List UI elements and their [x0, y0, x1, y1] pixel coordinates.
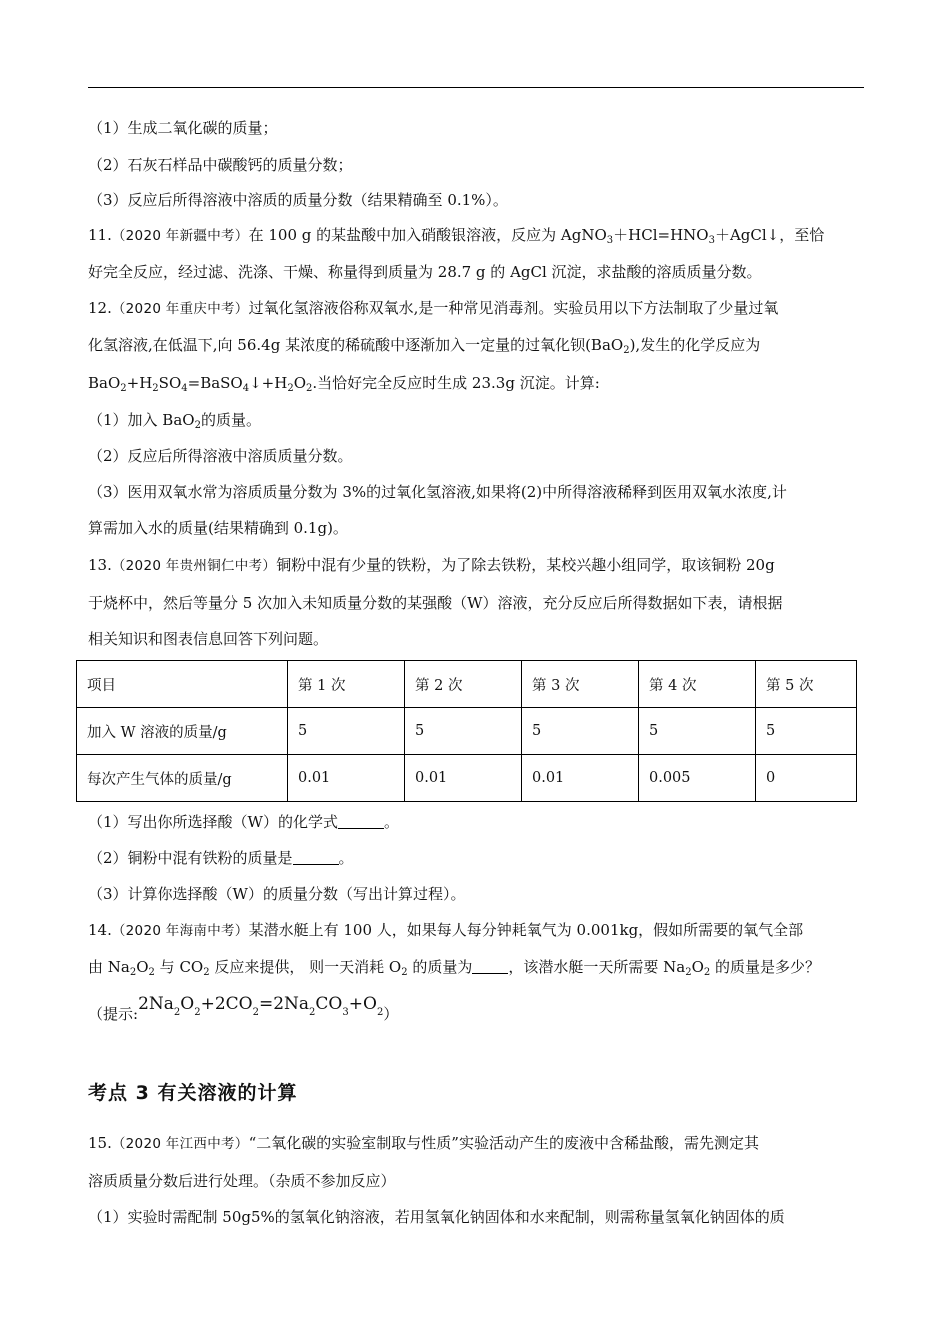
q14-text: O: [136, 958, 149, 976]
sub: 2: [203, 967, 210, 978]
q13-part-1: [88, 812, 399, 832]
sub: 2: [703, 967, 711, 978]
q12-line-2: [88, 335, 760, 355]
hint-open: （提示:: [88, 1005, 139, 1023]
table-cell: 5: [639, 708, 756, 755]
q11-line-2: 好完全反应，经过滤、洗涤、干燥、称量得到质量为 28.7 g 的 AgCl 沉淀，求盐酸的溶质质量分数。: [88, 263, 762, 281]
q12-part-2: （2）反应后所得溶液中溶质质量分数。: [88, 447, 353, 465]
sub: 2: [623, 345, 630, 356]
section-title: 考点 3 有关溶液的计算: [88, 1082, 298, 1104]
answer-blank[interactable]: [338, 813, 384, 829]
sub: 4: [181, 383, 188, 394]
sub: 2: [194, 420, 201, 431]
q13-text-a: 铜粉中混有少量的铁粉，为了除去铁粉，某校兴趣小组同学，取该铜粉 20g: [276, 556, 775, 574]
sub: 3: [708, 235, 715, 246]
table-header-row: [77, 661, 857, 708]
q15-line-2: 溶质质量分数后进行处理。（杂质不参加反应）: [88, 1172, 396, 1190]
table-cell: 0: [756, 755, 857, 802]
formula-part: CO: [315, 994, 343, 1014]
q12-text-a: 过氧化氢溶液俗称双氧水,是一种常见消毒剂。实验员用以下方法制取了少量过氧: [248, 299, 779, 317]
q13-part-2: [88, 848, 354, 868]
q11-number: 11.: [88, 226, 112, 244]
table-row: [77, 708, 857, 755]
sub: 2: [401, 967, 408, 978]
q15-number: 15.: [88, 1134, 112, 1152]
q13-line-3: 相关知识和图表信息回答下列问题。: [88, 630, 329, 648]
hint-formula: [138, 994, 384, 1018]
q14-text: O: [691, 958, 704, 976]
table-cell: 每次产生气体的质量/g: [77, 755, 288, 802]
q12-line-1: [88, 298, 778, 319]
q11-text-c: ＋AgCl↓，至恰: [714, 226, 825, 244]
table-cell: 5: [288, 708, 405, 755]
q12-part-1: [88, 410, 261, 430]
q11-text-b: ＋HCl=HNO: [613, 226, 709, 244]
sub: 3: [606, 235, 614, 246]
sub: 2: [120, 383, 127, 394]
q14-hint: [88, 994, 399, 1024]
table-header-cell: 第 4 次: [639, 661, 756, 708]
sub: 2: [173, 1007, 181, 1018]
q14-text: ，该潜水艇一天所需要 Na: [508, 958, 686, 976]
table-header-cell: 第 2 次: [405, 661, 522, 708]
table-header-cell: 第 3 次: [522, 661, 639, 708]
data-table: [76, 660, 857, 802]
sub: 2: [376, 1007, 384, 1018]
q14-text: 与 CO: [154, 958, 204, 976]
table-cell: 0.01: [522, 755, 639, 802]
hint-close: ）: [383, 1005, 399, 1023]
table-cell: 5: [522, 708, 639, 755]
q14-source: （2020 年海南中考）: [111, 923, 249, 939]
q11-line-1: [88, 225, 824, 246]
table-cell: 0.01: [405, 755, 522, 802]
sub: 2: [129, 967, 137, 978]
table-row: [77, 755, 857, 802]
table-header-cell: 第 1 次: [288, 661, 405, 708]
table-cell: 0.005: [639, 755, 756, 802]
q12-text: ),发生的化学反应为: [629, 336, 761, 354]
q13-text: （1）写出你所选择酸（W）的化学式: [88, 813, 338, 831]
formula-part: O: [180, 994, 195, 1014]
eq-part: BaO: [88, 374, 121, 392]
q13-line-1: [88, 555, 775, 576]
q10-part-1: （1）生成二氧化碳的质量；: [88, 119, 278, 137]
eq-part: ↓+H: [249, 374, 288, 392]
header-rule: [88, 87, 864, 88]
q14-text: 由 Na: [88, 958, 130, 976]
sub: 2: [252, 1007, 259, 1018]
eq-part: O: [293, 374, 307, 392]
q12-equation-line: [88, 373, 600, 393]
formula-part: 2Na: [138, 994, 174, 1014]
formula-part: +2CO: [200, 994, 253, 1014]
q10-part-2: （2）石灰石样品中碳酸钙的质量分数；: [88, 156, 353, 174]
sub: 2: [685, 967, 692, 978]
q12-number: 12.: [88, 299, 112, 317]
eq-part: SO: [158, 374, 182, 392]
q14-line-2: [88, 957, 820, 977]
q14-number: 14.: [88, 921, 112, 939]
q12-text: （1）加入 BaO: [88, 411, 195, 429]
table-header-cell: 第 5 次: [756, 661, 857, 708]
q13-part-3: （3）计算你选择酸（W）的质量分数（写出计算过程）。: [88, 885, 466, 903]
sub: 4: [242, 383, 250, 394]
q14-text: 的质量是多少？: [710, 958, 821, 976]
q15-line-1: [88, 1133, 759, 1154]
sub: 2: [306, 383, 313, 394]
eq-part: =BaSO: [187, 374, 243, 392]
table-cell: 加入 W 溶液的质量/g: [77, 708, 288, 755]
table-cell: 5: [756, 708, 857, 755]
q12-source: （2020 年重庆中考）: [111, 301, 249, 317]
q12-part-3: （3）医用双氧水常为溶质质量分数为 3%的过氧化氢溶液,如果将(2)中所得溶液稀释到医用双氧水浓度,计: [88, 483, 787, 501]
q14-line-1: [88, 920, 803, 941]
q15-part-1: （1）实验时需配制 50g5%的氢氧化钠溶液，若用氢氧化钠固体和水来配制，则需称量氢氧化钠固体的质: [88, 1208, 785, 1226]
table-cell: 0.01: [288, 755, 405, 802]
q14-text: 反应来提供， 则一天消耗 O: [209, 958, 402, 976]
q15-text-a: “二氧化碳的实验室制取与性质”实验活动产生的废液中含稀盐酸，需先测定其: [248, 1134, 759, 1152]
sub: 3: [342, 1007, 349, 1018]
eq-part: +H: [126, 374, 153, 392]
q10-part-3: （3）反应后所得溶液中溶质的质量分数（结果精确至 0.1%）。: [88, 191, 508, 209]
answer-blank[interactable]: [472, 958, 508, 974]
answer-blank[interactable]: [293, 849, 339, 865]
sub: 2: [309, 1007, 316, 1018]
table-cell: 5: [405, 708, 522, 755]
q13-text: （2）铜粉中混有铁粉的质量是: [88, 849, 293, 867]
q13-text: 。: [383, 813, 399, 831]
q13-line-2: 于烧杯中，然后等量分 5 次加入未知质量分数的某强酸（W）溶液，充分反应后所得数据如下表，请根据: [88, 594, 783, 612]
q11-source: （2020 年新疆中考）: [111, 228, 249, 244]
q13-number: 13.: [88, 556, 112, 574]
formula-part: =2Na: [258, 994, 310, 1014]
q12-text: 的质量。: [200, 411, 261, 429]
q13-text: 。: [338, 849, 354, 867]
table-header-cell: 项目: [77, 661, 288, 708]
q14-text-a: 某潜水艇上有 100 人，如果每人每分钟耗氧气为 0.001kg，假如所需要的氧气全部: [248, 921, 804, 939]
sub: 2: [148, 967, 155, 978]
q12-text: 化氢溶液,在低温下,向 56.4g 某浓度的稀硫酸中逐渐加入一定量的过氧化钡(BaO: [88, 336, 624, 354]
eq-part: .当恰好完全反应时生成 23.3g 沉淀。计算:: [312, 374, 600, 392]
q13-source: （2020 年贵州铜仁中考）: [111, 558, 277, 574]
sub: 2: [194, 1007, 201, 1018]
q11-text-a: 在 100 g 的某盐酸中加入硝酸银溶液，反应为 AgNO: [248, 226, 607, 244]
q12-part-3-cont: 算需加入水的质量(结果精确到 0.1g)。: [88, 519, 348, 537]
formula-part: +O: [348, 994, 377, 1014]
sub: 2: [287, 383, 294, 394]
q14-text: 的质量为: [407, 958, 473, 976]
sub: 2: [152, 383, 159, 394]
q15-source: （2020 年江西中考）: [111, 1136, 249, 1152]
